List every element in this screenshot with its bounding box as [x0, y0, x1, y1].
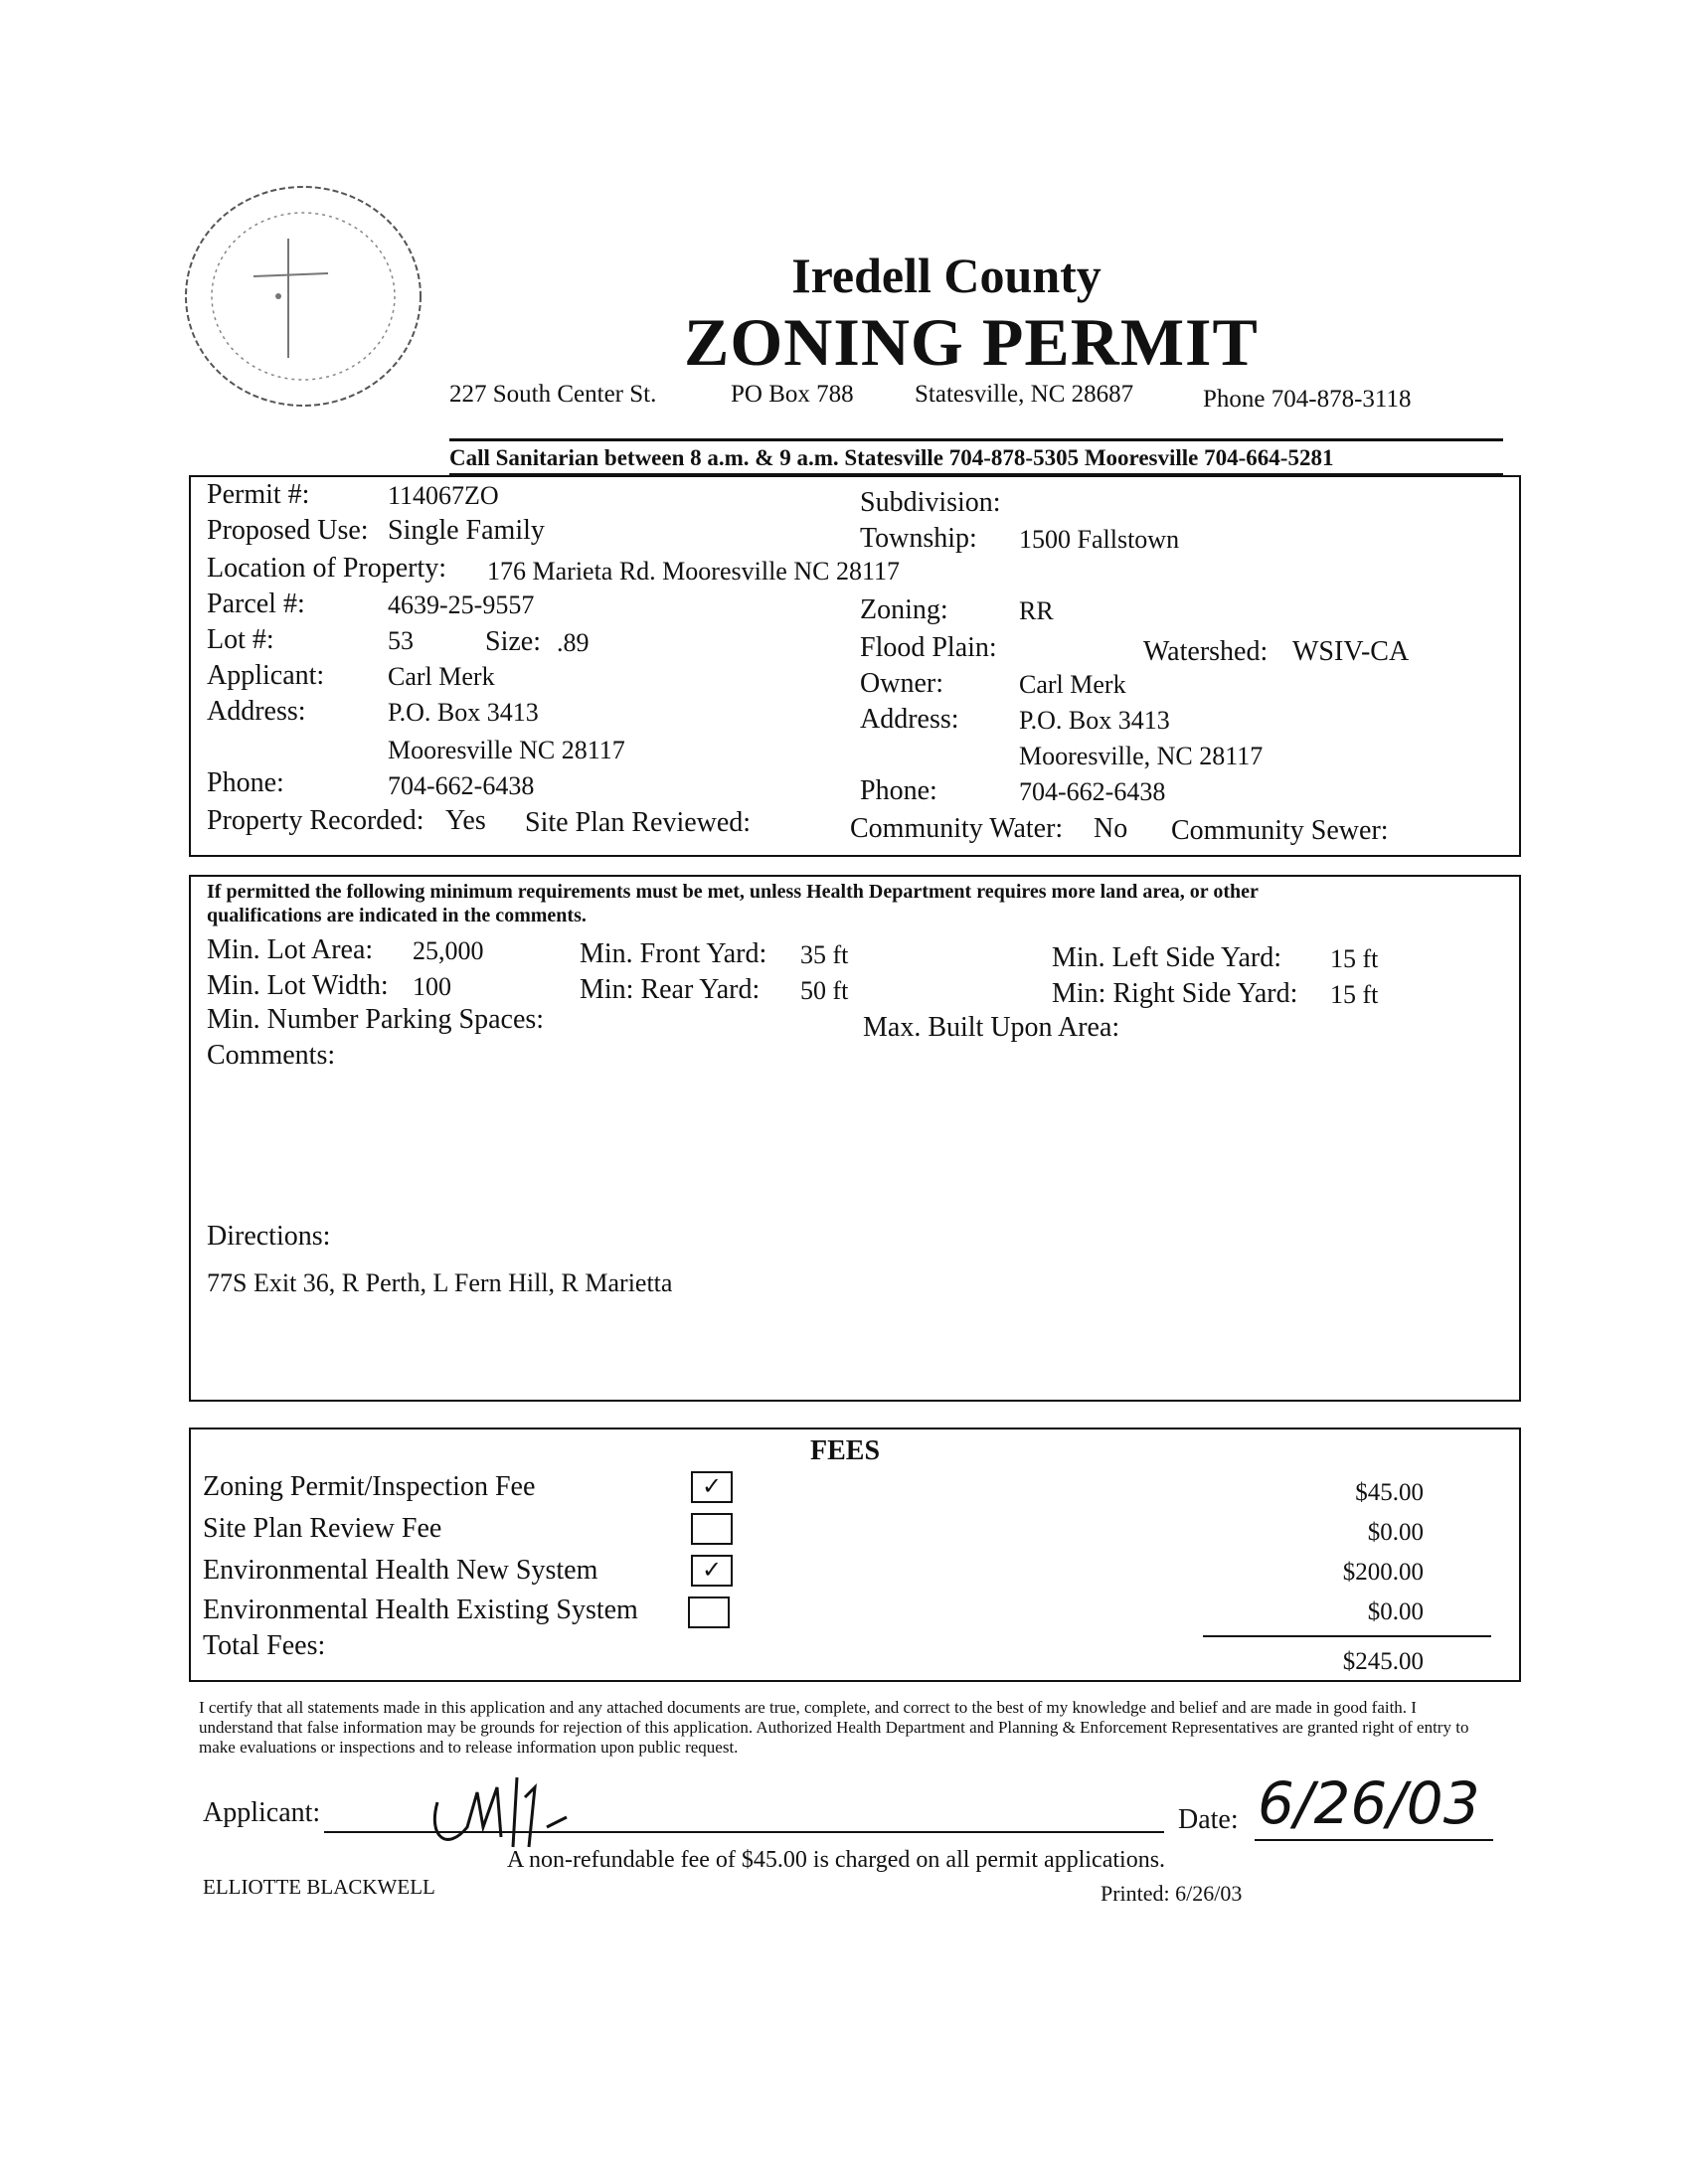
property-recorded-label: Property Recorded:	[207, 805, 424, 836]
min-lot-area-value: 25,000	[413, 936, 484, 965]
city-state-zip: Statesville, NC 28687	[915, 381, 1134, 408]
min-rear-yard-value: 50 ft	[800, 976, 849, 1005]
check-mark-icon: ✓	[701, 1474, 723, 1500]
owner-address-label: Address:	[860, 704, 959, 735]
applicant-label: Applicant:	[207, 660, 325, 691]
permit-number-label: Permit #:	[207, 479, 310, 510]
owner-address-line1: P.O. Box 3413	[1019, 706, 1170, 735]
lot-value: 53	[388, 626, 414, 655]
min-left-side-yard-value: 15 ft	[1330, 944, 1379, 973]
lot-label: Lot #:	[207, 624, 274, 655]
check-mark-icon: ✓	[701, 1558, 723, 1584]
fee-checkbox-site-plan[interactable]	[691, 1513, 733, 1545]
owner-address-line2: Mooresville, NC 28117	[1019, 742, 1264, 770]
date-line	[1255, 1839, 1493, 1841]
subdivision-label: Subdivision:	[860, 487, 1001, 518]
fee-label-site-plan: Site Plan Review Fee	[203, 1513, 442, 1544]
site-plan-reviewed-label: Site Plan Reviewed:	[525, 807, 752, 838]
applicant-signature-label: Applicant:	[203, 1797, 321, 1828]
office-phone: Phone 704-878-3118	[1203, 386, 1412, 413]
community-sewer-label: Community Sewer:	[1171, 815, 1389, 846]
requirements-intro-line2: qualifications are indicated in the comments.	[207, 905, 587, 926]
zoning-value: RR	[1019, 596, 1054, 625]
requirements-box	[189, 875, 1521, 1402]
owner-label: Owner:	[860, 668, 943, 699]
fee-label-zoning: Zoning Permit/Inspection Fee	[203, 1471, 536, 1502]
certification-text: I certify that all statements made in this application and any attached documents are true, complete, and correct to the best of my knowledge and belief and are made in good faith. I understand that false information may be grounds for rejection of this application. Authorized Health Department and Planning & Enforcement Representatives are granted right of entry to make evaluations or inspections and to release information upon public request.	[199, 1698, 1469, 1757]
community-water-label: Community Water:	[850, 813, 1064, 844]
document-title: ZONING PERMIT	[684, 304, 1259, 380]
min-parking-label: Min. Number Parking Spaces:	[207, 1004, 545, 1035]
min-left-side-yard-label: Min. Left Side Yard:	[1052, 942, 1281, 973]
min-lot-width-value: 100	[413, 972, 451, 1001]
fee-amount-eh-new: $200.00	[1342, 1559, 1424, 1586]
parcel-value: 4639-25-9557	[388, 590, 535, 619]
min-right-side-yard-label: Min: Right Side Yard:	[1052, 978, 1298, 1009]
fee-label-eh-new: Environmental Health New System	[203, 1555, 598, 1586]
date-label: Date:	[1178, 1804, 1239, 1835]
location-label: Location of Property:	[207, 553, 447, 584]
printed-date: Printed: 6/26/03	[1101, 1881, 1243, 1906]
total-fees-label: Total Fees:	[203, 1630, 326, 1661]
signed-date: 6/26/03	[1258, 1769, 1480, 1837]
proposed-use-label: Proposed Use:	[207, 515, 369, 546]
watershed-label: Watershed:	[1143, 636, 1269, 667]
total-fees-amount: $245.00	[1342, 1648, 1424, 1675]
min-front-yard-label: Min. Front Yard:	[580, 938, 767, 969]
zoning-label: Zoning:	[860, 594, 948, 625]
fees-heading: FEES	[810, 1435, 881, 1466]
applicant-phone-value: 704-662-6438	[388, 771, 535, 800]
proposed-use-value: Single Family	[388, 515, 545, 546]
street-address: 227 South Center St.	[449, 381, 657, 408]
watershed-value: WSIV-CA	[1292, 636, 1410, 667]
fee-label-eh-existing: Environmental Health Existing System	[203, 1595, 638, 1625]
location-value: 176 Marieta Rd. Mooresville NC 28117	[487, 557, 900, 586]
size-value: .89	[557, 628, 590, 657]
fee-amount-eh-existing: $0.00	[1367, 1598, 1424, 1625]
owner-phone-value: 704-662-6438	[1019, 777, 1166, 806]
fee-checkbox-eh-new[interactable]	[691, 1555, 733, 1587]
property-recorded-value: Yes	[445, 805, 486, 836]
applicant-address-label: Address:	[207, 696, 306, 727]
header-rule	[449, 438, 1503, 441]
applicant-phone-label: Phone:	[207, 767, 284, 798]
nonrefundable-fee-notice: A non-refundable fee of $45.00 is charged on all permit applications.	[507, 1847, 1166, 1873]
min-lot-area-label: Min. Lot Area:	[207, 934, 374, 965]
owner-value: Carl Merk	[1019, 670, 1126, 699]
fee-amount-zoning: $45.00	[1355, 1479, 1424, 1506]
fee-checkbox-eh-existing[interactable]	[688, 1596, 730, 1628]
min-lot-width-label: Min. Lot Width:	[207, 970, 389, 1001]
requirements-intro-line1: If permitted the following minimum requirements must be met, unless Health Department requires more land area, or other	[207, 881, 1259, 903]
max-built-upon-label: Max. Built Upon Area:	[863, 1012, 1120, 1043]
owner-phone-label: Phone:	[860, 775, 937, 806]
applicant-address-line1: P.O. Box 3413	[388, 698, 539, 727]
community-water-value: No	[1094, 813, 1128, 844]
comments-label: Comments:	[207, 1040, 336, 1071]
township-value: 1500 Fallstown	[1019, 525, 1180, 554]
fee-total-rule	[1203, 1635, 1491, 1637]
min-rear-yard-label: Min: Rear Yard:	[580, 974, 761, 1005]
fee-checkbox-zoning[interactable]	[691, 1471, 733, 1503]
flood-plain-label: Flood Plain:	[860, 632, 997, 663]
sanitarian-call-line: Call Sanitarian between 8 a.m. & 9 a.m. Statesville 704-878-5305 Mooresville 704-664-5281	[449, 445, 1334, 470]
min-front-yard-value: 35 ft	[800, 940, 849, 969]
applicant-value: Carl Merk	[388, 662, 495, 691]
min-right-side-yard-value: 15 ft	[1330, 980, 1379, 1009]
staff-name: ELLIOTTE BLACKWELL	[203, 1875, 435, 1899]
county-name: Iredell County	[791, 248, 1101, 303]
directions-value: 77S Exit 36, R Perth, L Fern Hill, R Marietta	[207, 1268, 673, 1297]
size-label: Size:	[485, 626, 541, 657]
applicant-address-line2: Mooresville NC 28117	[388, 736, 625, 764]
permit-number-value: 114067ZO	[388, 481, 499, 510]
parcel-label: Parcel #:	[207, 588, 305, 619]
fee-amount-site-plan: $0.00	[1367, 1519, 1424, 1546]
township-label: Township:	[860, 523, 977, 554]
po-box: PO Box 788	[731, 381, 854, 408]
directions-label: Directions:	[207, 1221, 331, 1252]
